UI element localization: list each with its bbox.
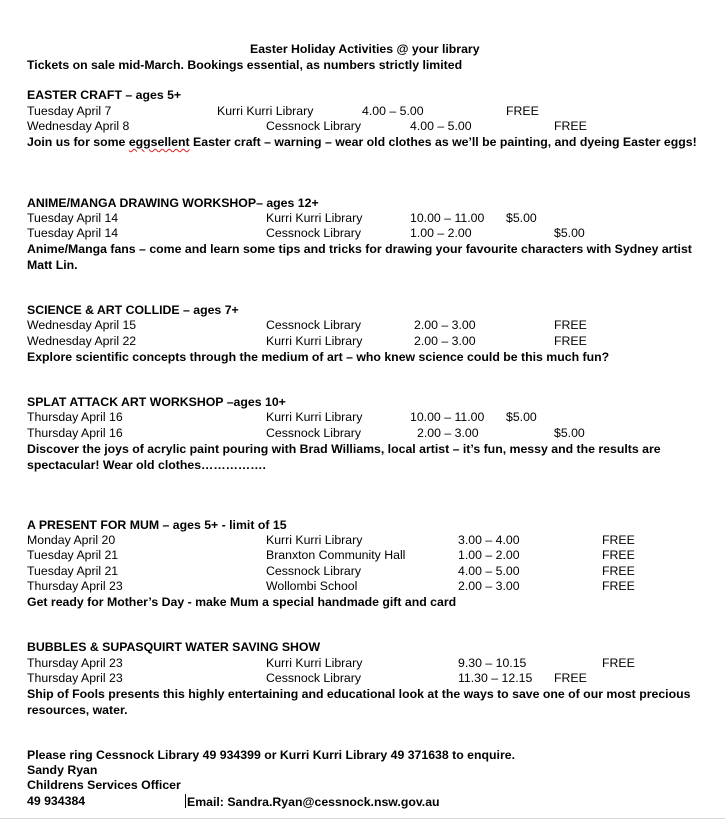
- session-day: Wednesday April 8: [27, 119, 130, 133]
- session-time: 1.00 – 2.00: [410, 226, 472, 240]
- session-venue: Cessnock Library: [266, 671, 361, 685]
- session-venue: Wollombi School: [266, 579, 358, 593]
- session-venue: Cessnock Library: [266, 318, 361, 332]
- session-time: 1.00 – 2.00: [458, 548, 520, 562]
- enquiry-note: Please ring Cessnock Library 49 934399 or Kurri Kurri Library 49 371638 to enquire.: [27, 748, 516, 762]
- session-price: FREE: [602, 548, 635, 562]
- contact-phone: 49 934384: [27, 794, 86, 808]
- session-price: FREE: [506, 104, 539, 118]
- session-time: 4.00 – 5.00: [362, 104, 424, 118]
- session-day: Wednesday April 15: [27, 318, 137, 332]
- section-heading-splat-attack: SPLAT ATTACK ART WORKSHOP –ages 10+: [27, 395, 286, 409]
- session-price: FREE: [602, 533, 635, 547]
- text-cursor: [185, 794, 186, 808]
- session-day: Thursday April 16: [27, 410, 123, 424]
- section-heading-present-for-mum: A PRESENT FOR MUM – ages 5+ - limit of 15: [27, 518, 287, 532]
- section-heading-science-art: SCIENCE & ART COLLIDE – ages 7+: [27, 303, 239, 317]
- session-day: Thursday April 16: [27, 426, 123, 440]
- session-time: 2.00 – 3.00: [458, 579, 520, 593]
- section-description: Join us for some eggsellent Easter craft – warning – wear old clothes as we’ll be painting, and dyeing Easter eggs!: [27, 135, 697, 149]
- session-venue: Kurri Kurri Library: [266, 410, 363, 424]
- session-venue: Kurri Kurri Library: [266, 533, 363, 547]
- contact-email[interactable]: Email: Sandra.Ryan@cessnock.nsw.gov.au: [187, 795, 440, 809]
- session-time: 2.00 – 3.00: [414, 318, 476, 332]
- session-price: $5.00: [554, 226, 585, 240]
- page-bottom-border: [0, 818, 725, 819]
- session-price: FREE: [554, 671, 587, 685]
- session-time: 10.00 – 11.00: [410, 211, 485, 225]
- session-day: Wednesday April 22: [27, 334, 137, 348]
- session-time: 11.30 – 12.15: [458, 671, 533, 685]
- contact-role: Childrens Services Officer: [27, 778, 181, 792]
- session-time: 2.00 – 3.00: [417, 426, 479, 440]
- session-time: 10.00 – 11.00: [410, 410, 485, 424]
- session-price: FREE: [554, 334, 587, 348]
- session-venue: Cessnock Library: [266, 426, 361, 440]
- session-day: Tuesday April 7: [27, 104, 112, 118]
- session-price: FREE: [602, 579, 635, 593]
- contact-name: Sandy Ryan: [27, 763, 98, 777]
- session-time: 4.00 – 5.00: [410, 119, 472, 133]
- section-description: Anime/Manga fans – come and learn some tips and tricks for drawing your favourite characters with Sydney artist Matt Lin.: [27, 242, 692, 272]
- session-venue: Kurri Kurri Library: [217, 104, 314, 118]
- session-day: Monday April 20: [27, 533, 116, 547]
- session-venue: Kurri Kurri Library: [266, 334, 363, 348]
- session-day: Thursday April 23: [27, 656, 123, 670]
- session-price: FREE: [554, 318, 587, 332]
- session-price: FREE: [602, 656, 635, 670]
- session-venue: Kurri Kurri Library: [266, 211, 363, 225]
- spellcheck-flagged-word[interactable]: eggsellent: [128, 135, 190, 149]
- session-venue: Kurri Kurri Library: [266, 656, 363, 670]
- section-heading-easter-craft: EASTER CRAFT – ages 5+: [27, 88, 182, 102]
- session-time: 2.00 – 3.00: [414, 334, 476, 348]
- session-day: Tuesday April 14: [27, 226, 119, 240]
- session-price: $5.00: [554, 426, 585, 440]
- section-description: Ship of Fools presents this highly entertaining and educational look at the ways to save one of our most precious resources, water.: [27, 687, 691, 717]
- session-time: 3.00 – 4.00: [458, 533, 520, 547]
- session-time: 4.00 – 5.00: [458, 564, 520, 578]
- session-day: Thursday April 23: [27, 671, 123, 685]
- session-day: Thursday April 23: [27, 579, 123, 593]
- session-day: Tuesday April 14: [27, 211, 119, 225]
- session-venue: Cessnock Library: [266, 564, 361, 578]
- tickets-note: Tickets on sale mid-March. Bookings essential, as numbers strictly limited: [27, 58, 463, 72]
- session-venue: Cessnock Library: [266, 119, 361, 133]
- session-day: Tuesday April 21: [27, 564, 119, 578]
- section-description: Explore scientific concepts through the medium of art – who knew science could be this much fun?: [27, 350, 610, 364]
- session-time: 9.30 – 10.15: [458, 656, 527, 670]
- session-price: $5.00: [506, 410, 537, 424]
- section-description: Discover the joys of acrylic paint pouring with Brad Williams, local artist – it’s fun, messy and the results are spectacular! Wear old clothes…………….: [27, 442, 661, 472]
- session-day: Tuesday April 21: [27, 548, 119, 562]
- section-heading-bubbles-supasquirt: BUBBLES & SUPASQUIRT WATER SAVING SHOW: [27, 640, 321, 654]
- session-price: $5.00: [506, 211, 537, 225]
- session-venue: Cessnock Library: [266, 226, 361, 240]
- session-price: FREE: [554, 119, 587, 133]
- section-heading-anime-manga: ANIME/MANGA DRAWING WORKSHOP– ages 12+: [27, 196, 319, 210]
- session-price: FREE: [602, 564, 635, 578]
- page-title: Easter Holiday Activities @ your library: [250, 42, 480, 56]
- section-description: Get ready for Mother’s Day - make Mum a special handmade gift and card: [27, 595, 457, 609]
- session-venue: Branxton Community Hall: [266, 548, 406, 562]
